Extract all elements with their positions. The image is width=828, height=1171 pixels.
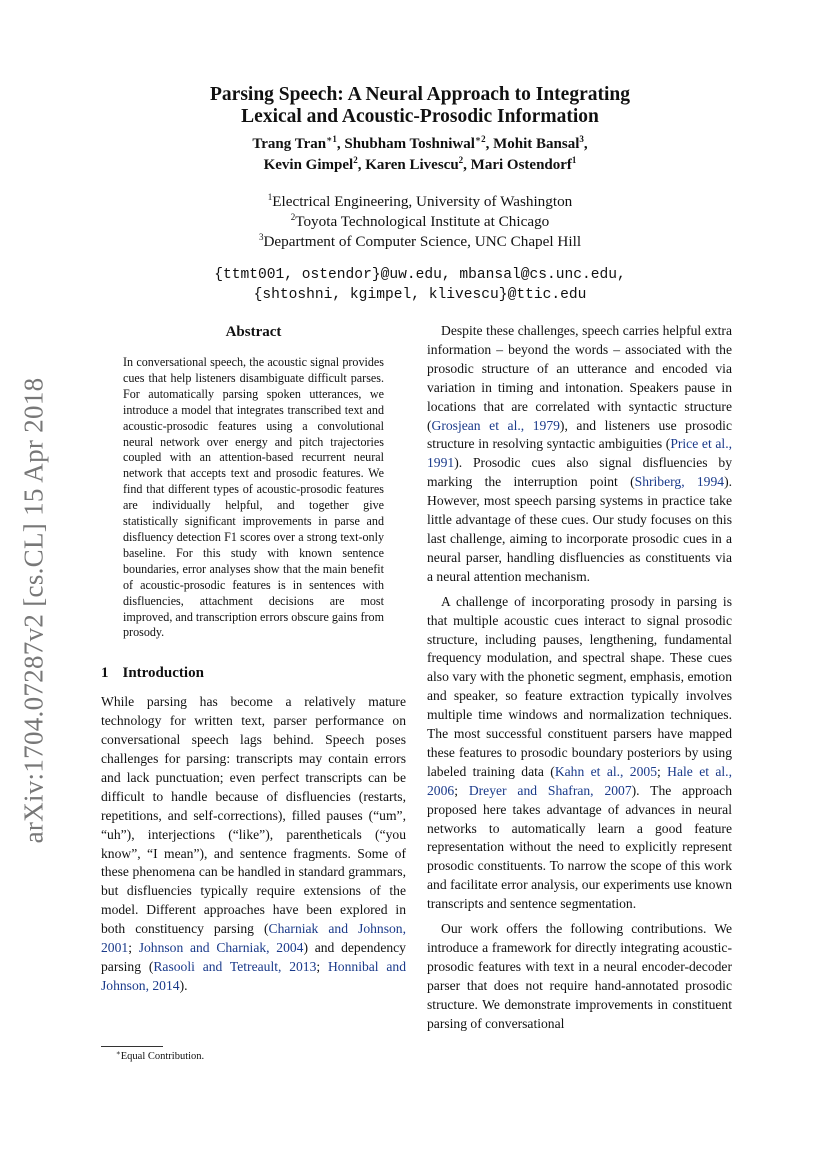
citation-link[interactable]: Hale et al., 2006	[427, 763, 732, 798]
arxiv-stamp	[18, 365, 50, 855]
text-run: ). Prosodic cues also signal disfluencies by marking the interruption point (	[427, 455, 732, 490]
author-mark: 2	[458, 155, 464, 165]
affiliation-mark: 3	[258, 232, 264, 242]
abstract-text: In conversational speech, the acoustic signal provides cues that help listeners disambiguate difficult parses. For automatically parsing spoken utterances, we introduce a model that integrates transcribed text and acoustic-prosodic features using a convolutional neural network over energy and pitch trajectories coupled with an attention-based recurrent neural network that accepts text and prosodic features. We find that different types of acoustic-prosodic features are individually helpful, and together give statistically significant improvements in parse and disfluency detection F1 scores over a strong text-only baseline. For this study with known sentence boundaries, error analyses show that the main benefit of acoustic-prosodic features is in sentences with disfluencies, attachment decisions are most improved, and transcription errors obscure gains from prosody.	[123, 355, 384, 640]
author-line-1	[140, 134, 700, 155]
citation-link[interactable]: Kahn et al., 2005	[554, 763, 657, 779]
body-paragraph-1	[427, 322, 732, 587]
author-emails	[140, 265, 700, 305]
author-mark: ∗2	[474, 134, 486, 144]
text-run: A challenge of incorporating prosody in parsing is that multiple acoustic cues interact to signal prosodic structure, including pauses, lengthening, fundamental frequency modulation, and spectral shape. These cues also vary with the phonetic segment, emphasis, emotion and speaker, so feature extraction typically involves multiple time windows and normalization techniques. The most successful constituent parsers have mapped these features to prosodic boundary posteriors by using labeled training data (	[427, 593, 732, 779]
abstract-heading: Abstract	[225, 324, 282, 340]
author-name: Kevin Gimpel	[263, 157, 354, 173]
author-separator: ,	[336, 136, 345, 152]
text-run: ), and listeners use prosodic structure in resolving syntactic ambiguities (	[427, 417, 732, 452]
body-paragraph-2	[427, 593, 732, 914]
footnote	[116, 1050, 204, 1063]
section-title: Introduction	[122, 665, 204, 682]
section-number: 1	[101, 665, 109, 682]
footnote-mark: ∗	[116, 1049, 121, 1057]
right-column	[427, 322, 732, 1034]
author-list	[140, 134, 700, 176]
author-name: Mari Ostendorf	[470, 157, 572, 173]
text-run: ). However, most speech parsing systems in practice take little advantage of these cues. Our study focuses on this last challenge, aiming to incorporate prosodic cues in a neural parser, handling disfluencies as constituents via a neural attention mechanism.	[427, 474, 733, 584]
affiliation-mark: 1	[267, 192, 273, 202]
author-line-2	[140, 155, 700, 176]
affiliation-mark: 2	[290, 212, 296, 222]
author-name: Shubham Toshniwal	[344, 136, 475, 152]
author-separator: ,	[583, 136, 588, 152]
intro-paragraph-1	[101, 693, 406, 996]
author-separator: ,	[357, 157, 366, 173]
affiliation-3	[140, 232, 700, 252]
affiliation-text: Electrical Engineering, University of Washington	[272, 193, 573, 210]
text-run: ).	[179, 977, 188, 993]
author-separator: ,	[463, 157, 471, 173]
affiliation-text: Department of Computer Science, UNC Chapel Hill	[263, 233, 582, 250]
author-mark: ∗1	[326, 134, 337, 144]
title-line-1: Parsing Speech: A Neural Approach to Integrating	[210, 84, 630, 105]
affiliations	[140, 192, 700, 252]
citation-link[interactable]: Charniak and Johnson, 2001	[101, 921, 406, 956]
text-run: Despite these challenges, speech carries helpful extra information – beyond the words – associated with the prosodic structure of an utterance and encoded via variation in timing and intonation. Speakers pause in locations that are correlated with syntactic structure (	[427, 323, 732, 433]
title-line-2: Lexical and Acoustic-Prosodic Information	[241, 106, 599, 127]
author-name: Trang Tran	[252, 136, 327, 152]
text-run: ;	[316, 959, 328, 974]
left-column	[101, 322, 406, 996]
author-mark: 2	[353, 155, 358, 165]
citation-link[interactable]: Dreyer and Shafran, 2007	[468, 782, 632, 798]
author-name: Mohit Bansal	[493, 136, 580, 152]
paper-title	[140, 84, 700, 128]
affiliation-text: Toyota Technological Institute at Chicago	[295, 213, 550, 230]
email-line-1: {ttmt001, ostendor}@uw.edu, mbansal@cs.unc.edu,	[214, 267, 626, 283]
footnote-rule	[101, 1046, 163, 1047]
citation-link[interactable]: Honnibal and Johnson, 2014	[101, 959, 407, 993]
text-run: While parsing has become a relatively mature technology for written text, parser performance on conversational speech lags behind. Speech poses challenges for parsing: transcripts may contain errors and lack punctuation; even perfect transcripts can be difficult to handle because of disfluencies (restarts, repetitions, and self-corrections), filled pauses (“um”, “uh”), interjections (“like”), parentheticals (“you know”, “I mean”), and sentence fragments. Some of these phenomena can be handled in standard grammars, but disfluencies typically require extensions of the model. Different approaches have been explored in both constituency parsing (	[101, 694, 406, 937]
footnote-text: Equal Contribution.	[120, 1051, 205, 1062]
text-run: ;	[128, 940, 139, 956]
text-run: ) and dependency parsing (	[101, 940, 406, 974]
citation-link[interactable]: Johnson and Charniak, 2004	[138, 940, 304, 956]
citation-link[interactable]: Grosjean et al., 1979	[431, 417, 560, 433]
text-run: ;	[657, 763, 668, 779]
section-heading-introduction	[101, 665, 406, 682]
author-separator: ,	[485, 136, 494, 152]
affiliation-1	[140, 192, 700, 212]
email-line-2: {shtoshni, kgimpel, klivescu}@ttic.edu	[253, 287, 587, 303]
citation-link[interactable]: Shriberg, 1994	[634, 474, 725, 490]
text-run: ;	[454, 782, 469, 798]
affiliation-2	[140, 212, 700, 232]
author-mark: 3	[579, 134, 584, 144]
citation-link[interactable]: Rasooli and Tetreault, 2013	[153, 959, 317, 974]
author-mark: 1	[571, 155, 577, 165]
author-name: Karen Livescu	[365, 157, 459, 173]
text-run: ). The approach proposed here takes advantage of advances in neural networks to automatically learn a good feature representation without the need to explicitly represent prosodic constituents. To narrow the scope of this work and facilitate error analysis, our experiments use known transcripts and sentence segmentation.	[427, 782, 732, 912]
arxiv-stamp-text: arXiv:1704.07287v2 [cs.CL] 15 Apr 2018	[18, 377, 49, 843]
citation-link[interactable]: Price et al., 1991	[427, 436, 732, 471]
body-paragraph-3: Our work offers the following contributions. We introduce a framework for directly integrating acoustic-prosodic features with text in a neural encoder-decoder parser that does not require hand-annotated prosodic structure. We demonstrate improvements in constituent parsing of conversational	[427, 921, 732, 1031]
